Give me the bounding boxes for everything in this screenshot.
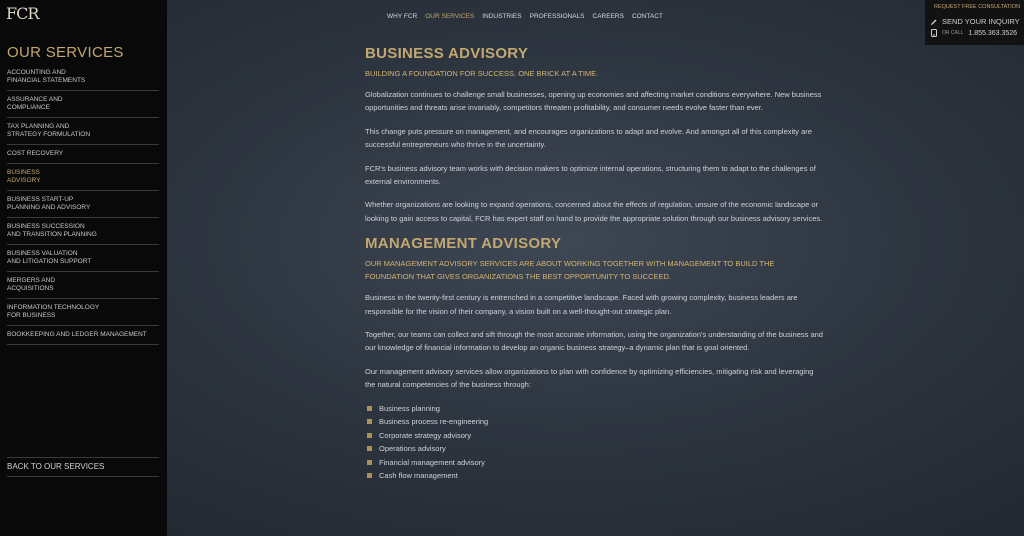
sidebar-item-tax-planning[interactable]: TAX PLANNING AND STRATEGY FORMULATION bbox=[7, 118, 159, 145]
bullet-square-icon bbox=[367, 473, 372, 478]
sidebar-item-valuation[interactable]: BUSINESS VALUATION AND LITIGATION SUPPORT bbox=[7, 245, 159, 272]
nav-professionals[interactable]: PROFESSIONALS bbox=[529, 13, 585, 20]
paragraph: Whether organizations are looking to expand operations, concerned about the effects of regulation, unsure of the economic landscape or looking to gain access to capital, FCR has expert staff on hand to provide the appropriate solution through our business advisory services. bbox=[365, 200, 823, 223]
phone-row[interactable] bbox=[930, 29, 1017, 37]
bullet-square-icon bbox=[367, 419, 372, 424]
list-item: Operations advisory bbox=[365, 442, 825, 456]
paragraph: This change puts pressure on management, and encourages organizations to adapt and evolve. And amongst all of this complexity are successful entrepreneurs who thrive in the uncertainty. bbox=[365, 126, 812, 150]
or-call-label: OR CALL bbox=[942, 30, 964, 36]
nav-industries[interactable]: INDUSTRIES bbox=[482, 13, 522, 20]
fcr-logo[interactable]: FCR bbox=[6, 4, 39, 23]
bullet-square-icon bbox=[367, 433, 372, 438]
sidebar bbox=[0, 0, 167, 536]
sidebar-item-startup[interactable]: BUSINESS START-UP PLANNING AND ADVISORY bbox=[7, 191, 159, 218]
section-subtitle-business-advisory: BUILDING A FOUNDATION FOR SUCCESS. ONE BRICK AT A TIME. bbox=[365, 69, 599, 78]
sidebar-item-assurance[interactable]: ASSURANCE AND COMPLIANCE bbox=[7, 91, 159, 118]
paragraph: Our management advisory services allow organizations to plan with confidence by optimizing efficiencies, mitigating risk and leveraging the natural competencies of the business through: bbox=[365, 366, 814, 390]
send-inquiry-button[interactable] bbox=[930, 17, 1020, 26]
list-item: Corporate strategy advisory bbox=[365, 429, 825, 443]
sidebar-item-business-advisory[interactable]: BUSINESS ADVISORY bbox=[7, 164, 159, 191]
services-bullet-list bbox=[365, 402, 825, 483]
main-content bbox=[365, 45, 825, 483]
send-inquiry-label: SEND YOUR INQUIRY bbox=[942, 17, 1020, 26]
nav-why-fcr[interactable]: WHY FCR bbox=[387, 13, 418, 20]
list-item: Business planning bbox=[365, 402, 825, 416]
bullet-square-icon bbox=[367, 446, 372, 451]
list-item: Cash flow management bbox=[365, 469, 825, 483]
paragraph: FCR's business advisory team works with decision makers to optimize internal operations, structuring them to adapt to the challenges of external environments. bbox=[365, 163, 816, 187]
back-to-services-link[interactable]: BACK TO OUR SERVICES bbox=[7, 457, 159, 477]
top-nav bbox=[387, 13, 663, 20]
list-item: Business process re-engineering bbox=[365, 415, 825, 429]
sidebar-title: OUR SERVICES bbox=[7, 44, 124, 61]
phone-icon bbox=[930, 29, 938, 37]
sidebar-menu bbox=[7, 64, 159, 345]
bullet-square-icon bbox=[367, 406, 372, 411]
sidebar-item-accounting[interactable]: ACCOUNTING AND FINANCIAL STATEMENTS bbox=[7, 64, 159, 91]
paragraph: Together, our teams can collect and sift through the most accurate information, using the organization's understanding of the business and our knowledge of financial information to develop an organic business strategy–a dynamic plan that is goal oriented. bbox=[365, 330, 823, 353]
section-subtitle-management-advisory: OUR MANAGEMENT ADVISORY SERVICES ARE ABOUT WORKING TOGETHER WITH MANAGEMENT TO BUILD THE FOUNDATION THAT GIVES ORGANIZATIONS THE BEST OPPORTUNITY TO SUCCEED. bbox=[365, 259, 775, 282]
sidebar-item-succession[interactable]: BUSINESS SUCCESSION AND TRANSITION PLANNING bbox=[7, 218, 159, 245]
nav-our-services[interactable]: OUR SERVICES bbox=[425, 13, 475, 20]
section-title-management-advisory: MANAGEMENT ADVISORY bbox=[365, 235, 562, 253]
sidebar-item-bookkeeping[interactable]: BOOKKEEPING AND LEDGER MANAGEMENT bbox=[7, 326, 159, 345]
request-consultation-link[interactable]: REQUEST FREE CONSULTATION bbox=[934, 4, 1021, 10]
sidebar-item-it[interactable]: INFORMATION TECHNOLOGY FOR BUSINESS bbox=[7, 299, 159, 326]
paragraph: Globalization continues to challenge small businesses, opening up economies and affecting market conditions everywhere. New business opportunities and threats arise invariably, competitors threaten profitability, and consumer needs evolve faster than ever. bbox=[365, 90, 822, 113]
nav-careers[interactable]: CAREERS bbox=[592, 13, 624, 20]
paragraph: Business in the twenty-first century is entrenched in a competitive landscape. Faced with growing complexity, business leaders are responsible for the vision of their company, a vision built on a well-thought-out strategic plan. bbox=[365, 293, 798, 316]
phone-number: 1.855.363.3526 bbox=[968, 29, 1018, 37]
list-item: Financial management advisory bbox=[365, 456, 825, 470]
bullet-square-icon bbox=[367, 460, 372, 465]
pencil-icon bbox=[930, 18, 938, 26]
sidebar-item-mergers[interactable]: MERGERS AND ACQUISITIONS bbox=[7, 272, 159, 299]
section-title-business-advisory: BUSINESS ADVISORY bbox=[365, 45, 529, 62]
sidebar-item-cost-recovery[interactable]: COST RECOVERY bbox=[7, 145, 159, 164]
nav-contact[interactable]: CONTACT bbox=[631, 13, 663, 20]
